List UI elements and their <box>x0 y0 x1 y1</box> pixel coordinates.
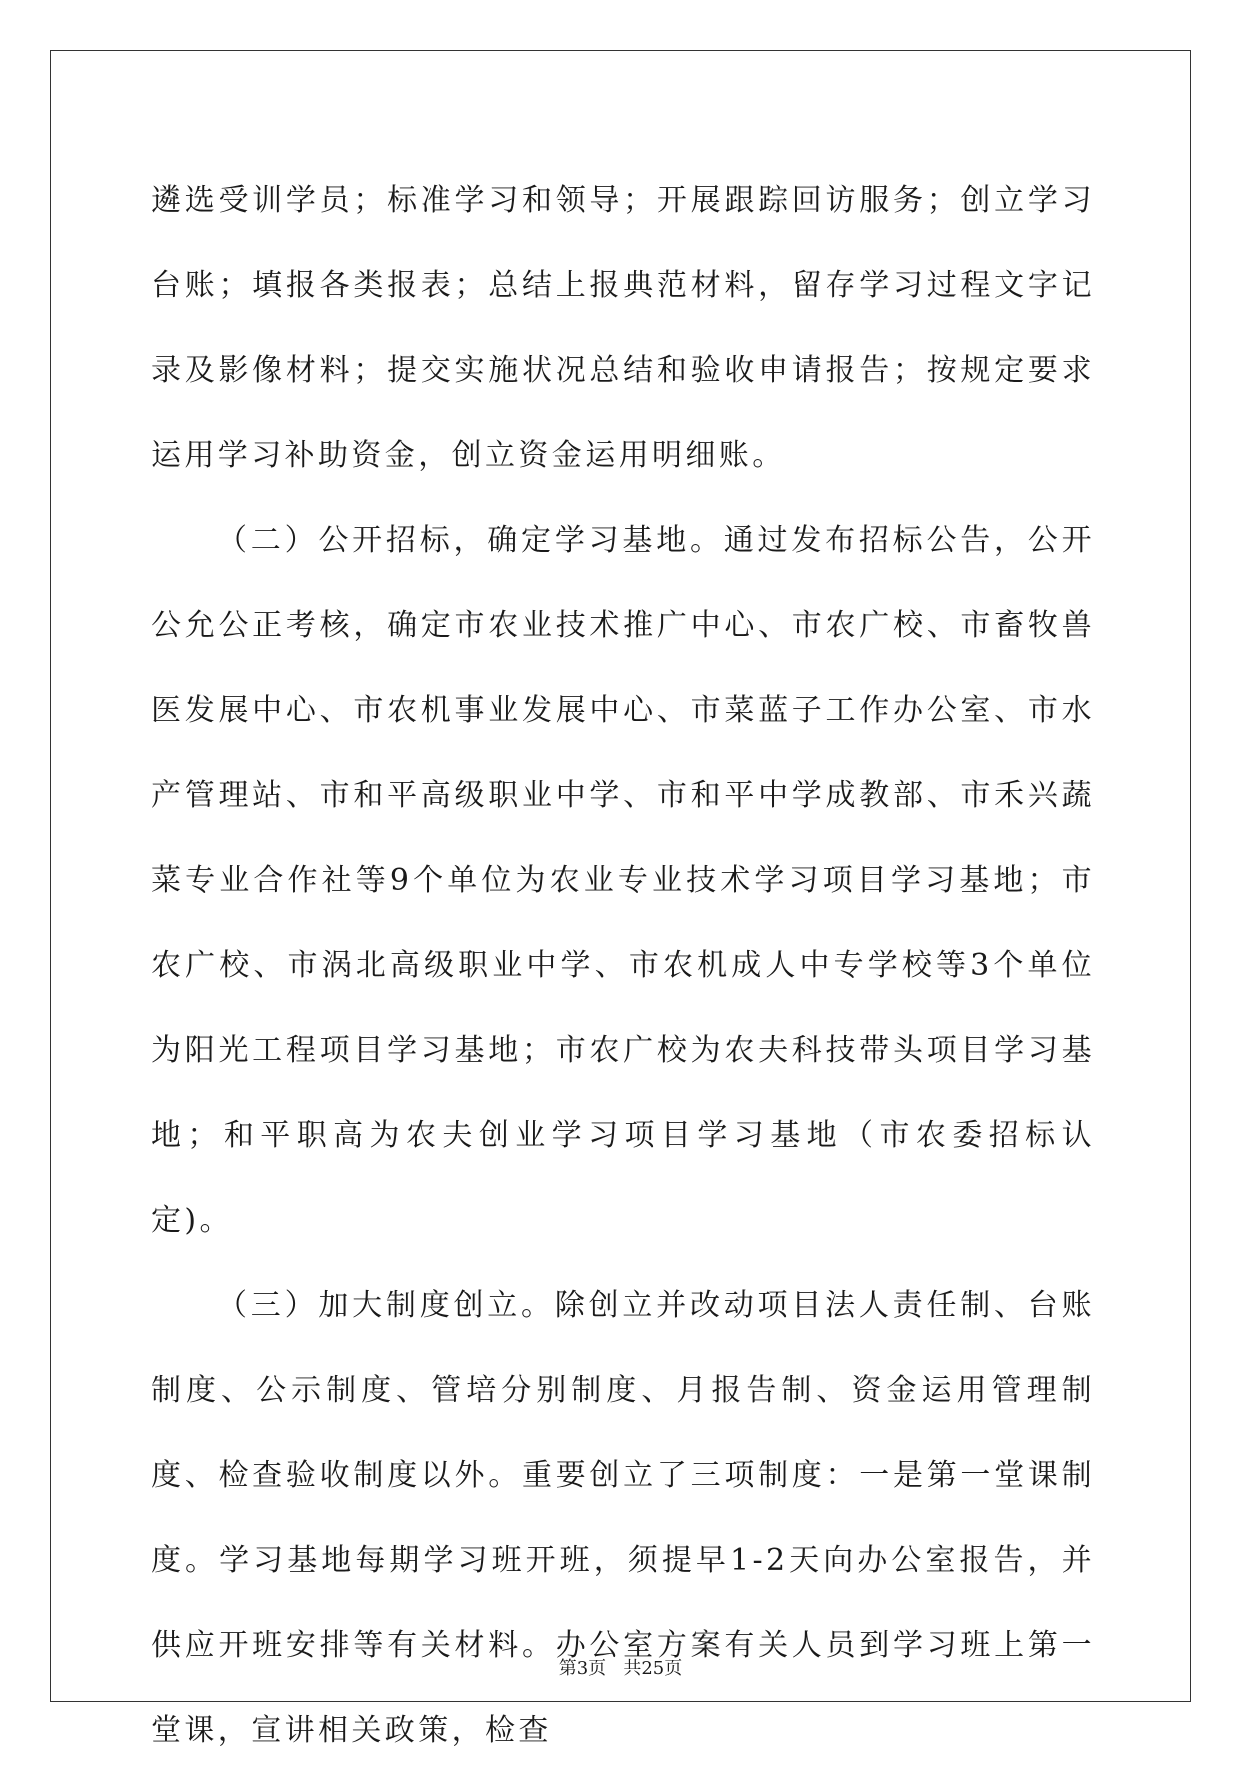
paragraph-3: （三）加大制度创立。除创立并改动项目法人责任制、台账制度、公示制度、管培分别制度、月报告制、资金运用管理制度、检查验收制度以外。重要创立了三项制度：一是第一堂课制度。学习基地每期学习班开班，须提早1-2天向办公室报告，并供应开班安排等有关材料。办公室方案有关人员到学习班上第一堂课，宣讲相关政策，检查 <box>151 1288 1095 1748</box>
paragraph-1: 遴选受训学员；标准学习和领导；开展跟踪回访服务；创立学习台账；填报各类报表；总结上报典范材料，留存学习过程文字记录及影像材料；提交实施状况总结和验收申请报告；按规定要求运用学习补助资金，创立资金运用明细账。 <box>151 183 1095 473</box>
document-body <box>151 158 1095 1773</box>
page-footer: 第3页 共25页 <box>558 1658 683 1679</box>
paragraph-2: （二）公开招标，确定学习基地。通过发布招标公告，公开公允公正考核，确定市农业技术推广中心、市农广校、市畜牧兽医发展中心、市农机事业发展中心、市菜蓝子工作办公室、市水产管理站、市和平高级职业中学、市和平中学成教部、市禾兴蔬菜专业合作社等9个单位为农业专业技术学习项目学习基地；市农广校、市涡北高级职业中学、市农机成人中专学校等3个单位为阳光工程项目学习基地；市农广校为农夫科技带头项目学习基地；和平职高为农夫创业学习项目学习基地（市农委招标认定)。 <box>151 523 1095 1238</box>
